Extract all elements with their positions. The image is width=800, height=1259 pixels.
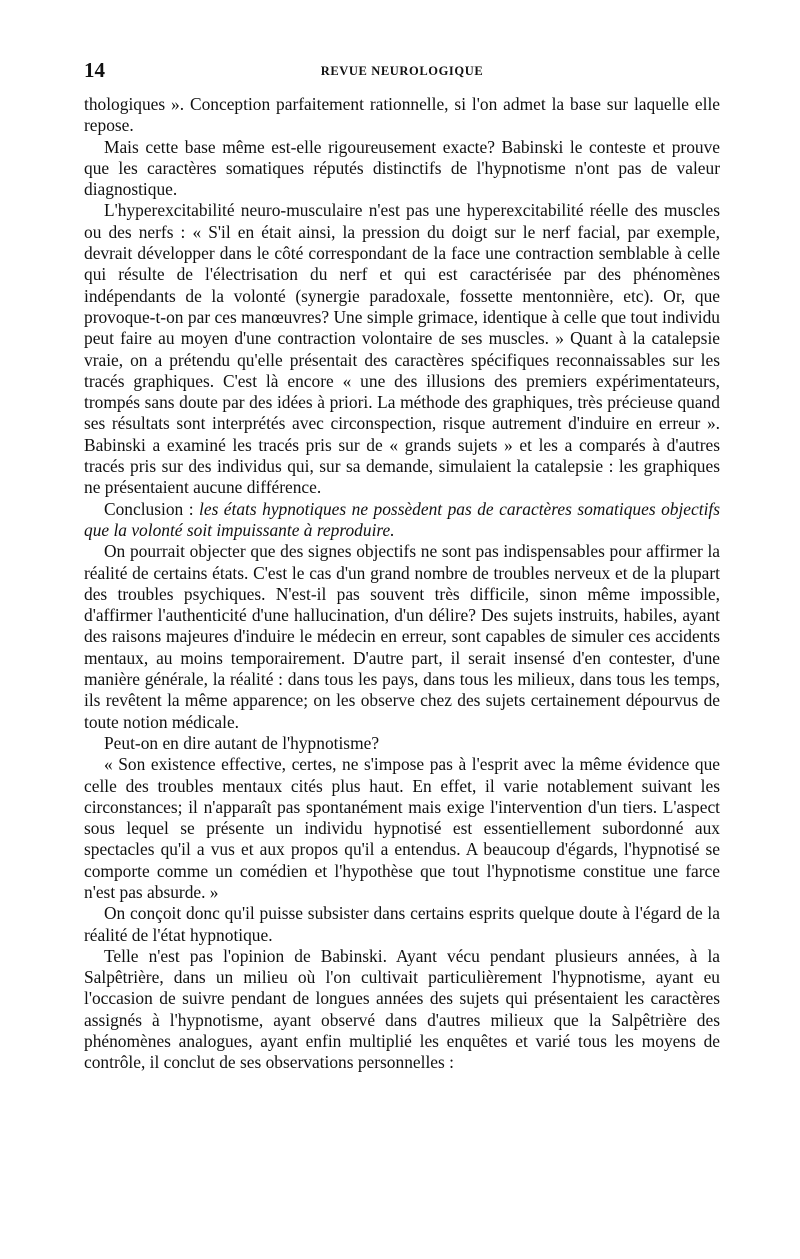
page-number: 14: [84, 58, 105, 82]
paragraph-9: Telle n'est pas l'opinion de Babinski. Ayant vécu pendant plusieurs années, à la Salpêtrière, dans un milieu où l'on cultivait particulièrement l'hypnotisme, ayant eu l'occasion de suivre pendant de longues années des sujets qui présentaient les caractères assignés à l'hypnotisme, ayant observé dans d'autres milieux que la Salpêtrière des phénomènes analogues, ayant enfin multiplié les enquêtes et varié tous les moyens de contrôle, il conclut de ses observations personnelles :: [84, 945, 720, 1073]
paragraph-5: On pourrait objecter que des signes objectifs ne sont pas indispensables pour affirmer la réalité de certains états. C'est le cas d'un grand nombre de troubles nerveux et de la plupart des troubles psychiques. N'est-il pas souvent très difficile, sinon même impossible, d'affirmer l'authenticité d'une hallucination, d'un délire? Des sujets instruits, habiles, ayant des raisons majeures d'induire le médecin en erreur, sont capables de simuler ces accidents mentaux, au moins temporairement. D'autre part, il serait insensé d'en contester, d'une manière générale, la réalité : dans tous les pays, dans tous les milieux, dans tous les temps, ils revêtent la même apparence; on les observe chez des sujets certainement dépourvus de toute notion médicale.: [84, 541, 720, 732]
running-title: REVUE NEUROLOGIQUE: [320, 64, 484, 78]
paragraph-1: thologiques ». Conception parfaitement rationnelle, si l'on admet la base sur laquelle elle repose.: [84, 94, 720, 136]
paragraph-2: Mais cette base même est-elle rigoureusement exacte? Babinski le conteste et prouve que les caractères somatiques réputés distinctifs de l'hypnotisme n'ont pas de valeur diagnostique.: [84, 136, 720, 200]
paragraph-7: « Son existence effective, certes, ne s'impose pas à l'esprit avec la même évidence que celle des troubles mentaux cités plus haut. En effet, il varie notablement suivant les circonstances; il n'apparaît pas spontanément mais exige l'intervention d'un tiers. L'aspect sous lequel se présente un individu hypnotisé est essentiellement subordonné aux spectacles qu'il a vus et aux propos qu'il a entendus. A beaucoup d'égards, l'hypnotisé se comporte comme un comédien et l'hypothèse que tout l'hypnotisme constitue une farce n'est pas absurde. »: [84, 754, 720, 902]
article-body: [84, 94, 720, 1074]
page-header: [84, 58, 720, 82]
paragraph-3: L'hyperexcitabilité neuro-musculaire n'est pas une hyperexcitabilité réelle des muscles ou des nerfs : « S'il en était ainsi, la pression du doigt sur le nerf facial, par exemple, devrait développer dans le côté correspondant de la face une contraction semblable à celle qui résulte de l'électrisation du nerf et qui est caractérisée par des phénomènes indépendants de la volonté (synergie paradoxale, fossette mentonnière, etc). Or, que provoque-t-on par ces manœuvres? Une simple grimace, identique à celle que tout individu peut faire au moyen d'une contraction volontaire de ses muscles. » Quant à la catalepsie vraie, on a prétendu qu'elle présentait des caractères spécifiques reconnaissables sur les tracés graphiques. C'est là encore « une des illusions des premiers expérimentateurs, trompés sans doute par des idées à priori. La méthode des graphiques, très précieuse quand ses résultats sont interprétés avec circonspection, risque autrement d'induire en erreur ». Babinski a examiné les tracés pris sur de « grands sujets » et les a comparés à d'autres tracés pris sur des individus qui, sur sa demande, simulaient la catalepsie : les graphiques ne présentaient aucune différence.: [84, 200, 720, 498]
conclusion-italic: les états hypnotiques ne possèdent pas de caractères somatiques objectifs que la volonté soit impuissante à reproduire.: [84, 498, 720, 540]
conclusion-paragraph: [84, 499, 720, 542]
paragraph-6: Peut-on en dire autant de l'hypnotisme?: [104, 732, 380, 753]
paragraph-8: On conçoit donc qu'il puisse subsister dans certains esprits quelque doute à l'égard de la réalité de l'état hypnotique.: [84, 903, 720, 945]
conclusion-lead: Conclusion :: [104, 498, 200, 519]
